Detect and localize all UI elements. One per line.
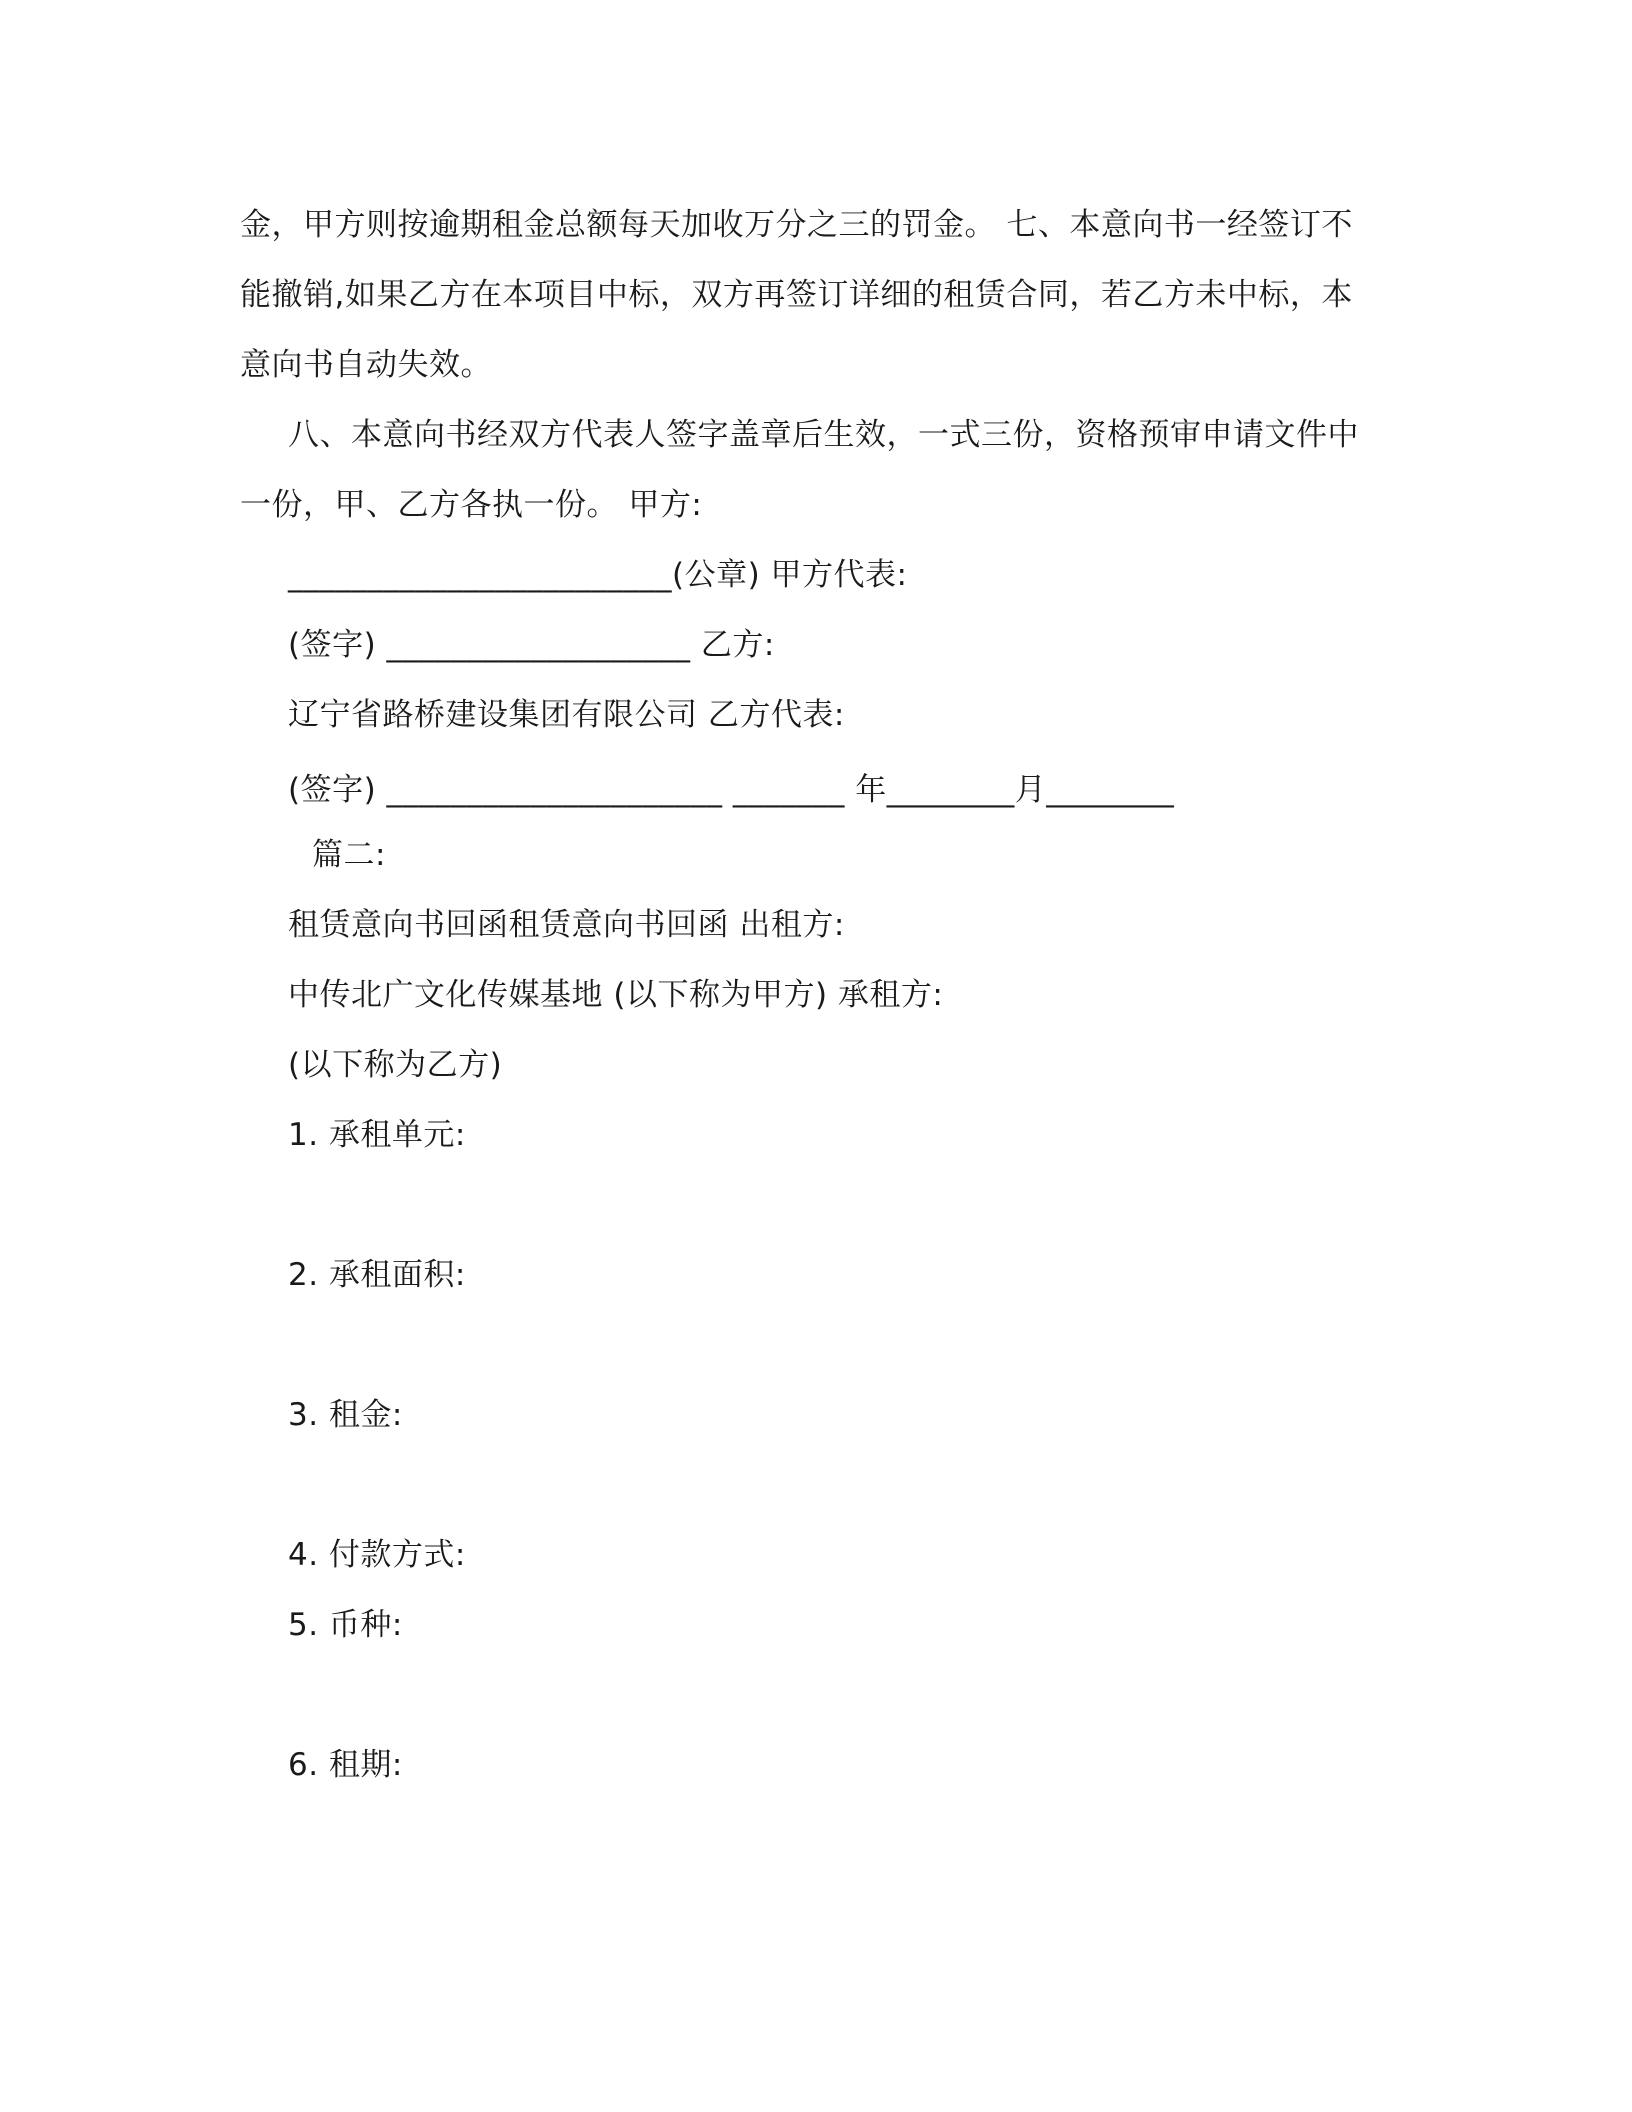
text-line-copies: 一份，甲、乙方各执一份。 甲方:: [240, 487, 703, 523]
section-heading: 篇二:: [312, 837, 386, 873]
text-line-party-a-seal: ________________________(公章) 甲方代表:: [288, 557, 908, 593]
list-item-currency: 5. 币种:: [288, 1607, 403, 1643]
text-line-lessee: (以下称为乙方): [288, 1047, 503, 1083]
text-line-penalty: 金，甲方则按逾期租金总额每天加收万分之三的罚金。 七、本意向书一经签订不: [240, 207, 1353, 243]
list-item-unit: 1. 承租单元:: [288, 1117, 466, 1153]
text-line-effect-clause: 八、本意向书经双方代表人签字盖章后生效，一式三份，资格预审申请文件中: [288, 417, 1359, 453]
text-line-irrevocable: 能撤销,如果乙方在本项目中标，双方再签订详细的租赁合同，若乙方未中标，本: [240, 277, 1353, 313]
text-line-party-b-sign-date: (签字) _____________________ _______ 年________月________: [288, 772, 1175, 808]
list-item-area: 2. 承租面积:: [288, 1257, 466, 1293]
text-line-void: 意向书自动失效。: [240, 347, 492, 383]
text-line-reply-title: 租赁意向书回函租赁意向书回函 出租方:: [288, 907, 845, 943]
text-line-lessor: 中传北广文化传媒基地 (以下称为甲方) 承租方:: [288, 977, 944, 1013]
text-line-party-a-sign: (签字) ___________________ 乙方:: [288, 627, 775, 663]
list-item-rent: 3. 租金:: [288, 1397, 403, 1433]
text-line-party-b-company: 辽宁省路桥建设集团有限公司 乙方代表:: [288, 697, 845, 733]
list-item-payment: 4. 付款方式:: [288, 1537, 466, 1573]
list-item-term: 6. 租期:: [288, 1747, 403, 1783]
